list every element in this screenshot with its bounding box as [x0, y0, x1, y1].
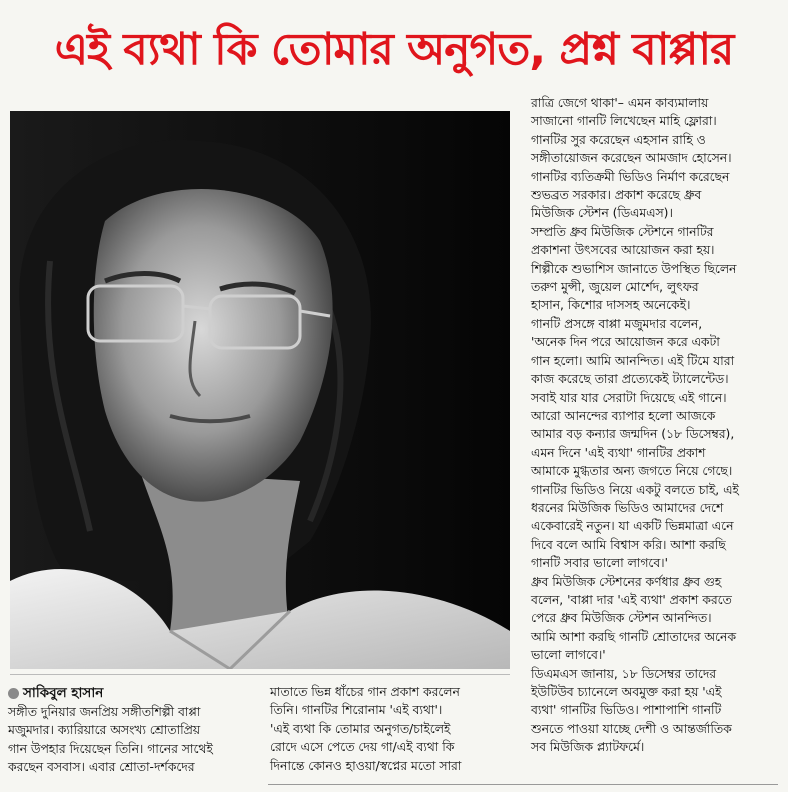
text-line: বলেন, 'বাপ্পা দার 'এই ব্যথা' প্রকাশ করতে — [531, 592, 732, 607]
text-line: ভালো লাগবে।' — [531, 648, 606, 663]
byline — [8, 683, 265, 703]
text-line: হাসান, কিশোর দাসসহ অনেকেই। — [531, 298, 691, 313]
text-line: গান উপহার দিয়েছেন তিনি। গানের সাথেই — [8, 741, 213, 756]
headline: এই ব্যথা কি তোমার অনুগত, প্রশ্ন বাপ্পার — [54, 24, 734, 75]
author-name: সাকিবুল হাসান — [23, 685, 104, 701]
text-line: ধরনের মিউজিক ভিডিও আমাদের দেশে — [531, 500, 724, 515]
text-line: ডিএমএস জানায়, ১৮ ডিসেম্বর তাদের — [531, 666, 717, 681]
text-line: তিনি। গানটির শিরোনাম 'এই ব্যথা'। — [270, 703, 443, 718]
text-line: প্রকাশনা উৎসবের আয়োজন করা হয়। — [531, 243, 715, 258]
text-line: 'অনেক দিন পরে আয়োজন করে একটা — [531, 335, 720, 350]
text-line: দিবে বলে আমি বিশ্বাস করি। আশা করছি — [531, 537, 726, 552]
text-line: সঙ্গীতায়োজন করেছেন আমজাদ হোসেন। — [531, 151, 732, 166]
text-line: এমন দিনে 'এই ব্যথা' গানটির প্রকাশ — [531, 445, 706, 460]
text-line: 'এই ব্যথা কি তোমার অনুগত/চাইলেই — [270, 721, 451, 736]
text-line: তরুণ মুন্সী, জুয়েল মোর্শেদ, লুৎফর — [531, 280, 699, 295]
text-line: দিনান্তে কোনও হাওয়া/স্বপ্নের মতো সারা — [270, 758, 462, 773]
artist-photo — [10, 111, 510, 669]
bullet-icon — [8, 688, 19, 699]
text-line: সাজানো গানটি লিখেছেন মাহি ফ্লোরা। — [531, 114, 717, 129]
text-line: আমি আশা করছি গানটি শ্রোতাদের অনেক — [531, 629, 736, 644]
text-line: আরো আনন্দের ব্যাপার হলো আজকে — [531, 408, 716, 423]
text-line: রোদে এসে পেতে দেয় গা/এই ব্যথা কি — [270, 740, 455, 755]
text-line: সম্প্রতি ধ্রুব মিউজিক স্টেশনে গানটির — [531, 224, 714, 239]
text-line: আমার বড় কন্যার জন্মদিন (১৮ ডিসেম্বর), — [531, 427, 735, 442]
text-line: গানটি সবার ভালো লাগবে।' — [531, 556, 668, 571]
text-line: ব্যথা' গানটির ভিডিও। পাশাপাশি গানটি — [531, 703, 722, 718]
text-line: গানটির ব্যতিক্রমী ভিডিও নির্মাণ করেছেন — [531, 169, 730, 184]
article-column-middle — [270, 683, 512, 775]
text-line: সব মিউজিক প্ল্যাটফর্মে। — [531, 740, 645, 755]
photo-divider — [10, 674, 510, 675]
article-column-right — [531, 94, 775, 757]
text-line: করছেন বসবাস। এবার শ্রোতা-দর্শকদের — [8, 760, 195, 775]
text-line: কাজ করেছে তারা প্রত্যেকেই ট্যালেন্টেড। — [531, 372, 729, 387]
text-line: ধ্রুব মিউজিক স্টেশনের কর্ণধার ধ্রুব গুহ — [531, 574, 722, 589]
text-line: শুনতে পাওয়া যাচ্ছে দেশী ও আন্তর্জাতিক — [531, 721, 732, 736]
text-line: রাত্রি জেগে থাকা'– এমন কাব্যমালায় — [531, 96, 709, 110]
text-line: পেরে ধ্রুব মিউজিক স্টেশন আনন্দিত। — [531, 611, 712, 626]
bottom-divider — [268, 784, 778, 785]
text-line: শিল্পীকে শুভাশিস জানাতে উপস্থিত ছিলেন — [531, 261, 737, 276]
article-column-left — [8, 683, 265, 777]
text-line: সঙ্গীত দুনিয়ার জনপ্রিয় সঙ্গীতশিল্পী বাপ্পা — [8, 705, 201, 719]
text-line: গানটির ভিডিও নিয়ে একটু বলতে চাই, এই — [531, 482, 739, 497]
text-line: গানটি প্রসঙ্গে বাপ্পা মজুমদার বলেন, — [531, 316, 703, 331]
text-line: মজুমদার। ক্যারিয়ারে অসংখ্য শ্রোতাপ্রিয় — [8, 723, 201, 738]
text-line: শুভব্রত সরকার। প্রকাশ করেছে ধ্রুব — [531, 188, 702, 203]
text-line: ইউটিউব চ্যানেলে অবমুক্ত করা হয় 'এই — [531, 685, 722, 699]
text-line: মিউজিক স্টেশন (ডিএমএস)। — [531, 206, 673, 221]
text-line: গানটির সুর করেছেন এহসান রাহি ও — [531, 132, 706, 147]
text-line: সবাই যার যার সেরাটা দিয়েছে এই গানে। — [531, 390, 727, 405]
text-line: মাতাতে ভিন্ন ধাঁচের গান প্রকাশ করলেন — [270, 685, 460, 699]
text-line: গান হলো। আমি আনন্দিত। এই টিমে যারা — [531, 353, 735, 368]
text-line: একেবারেই নতুন। যা একটি ভিন্নমাত্রা এনে — [531, 519, 734, 534]
text-line: আমাকে মুগ্ধতার অন্য জগতে নিয়ে গেছে। — [531, 464, 733, 479]
